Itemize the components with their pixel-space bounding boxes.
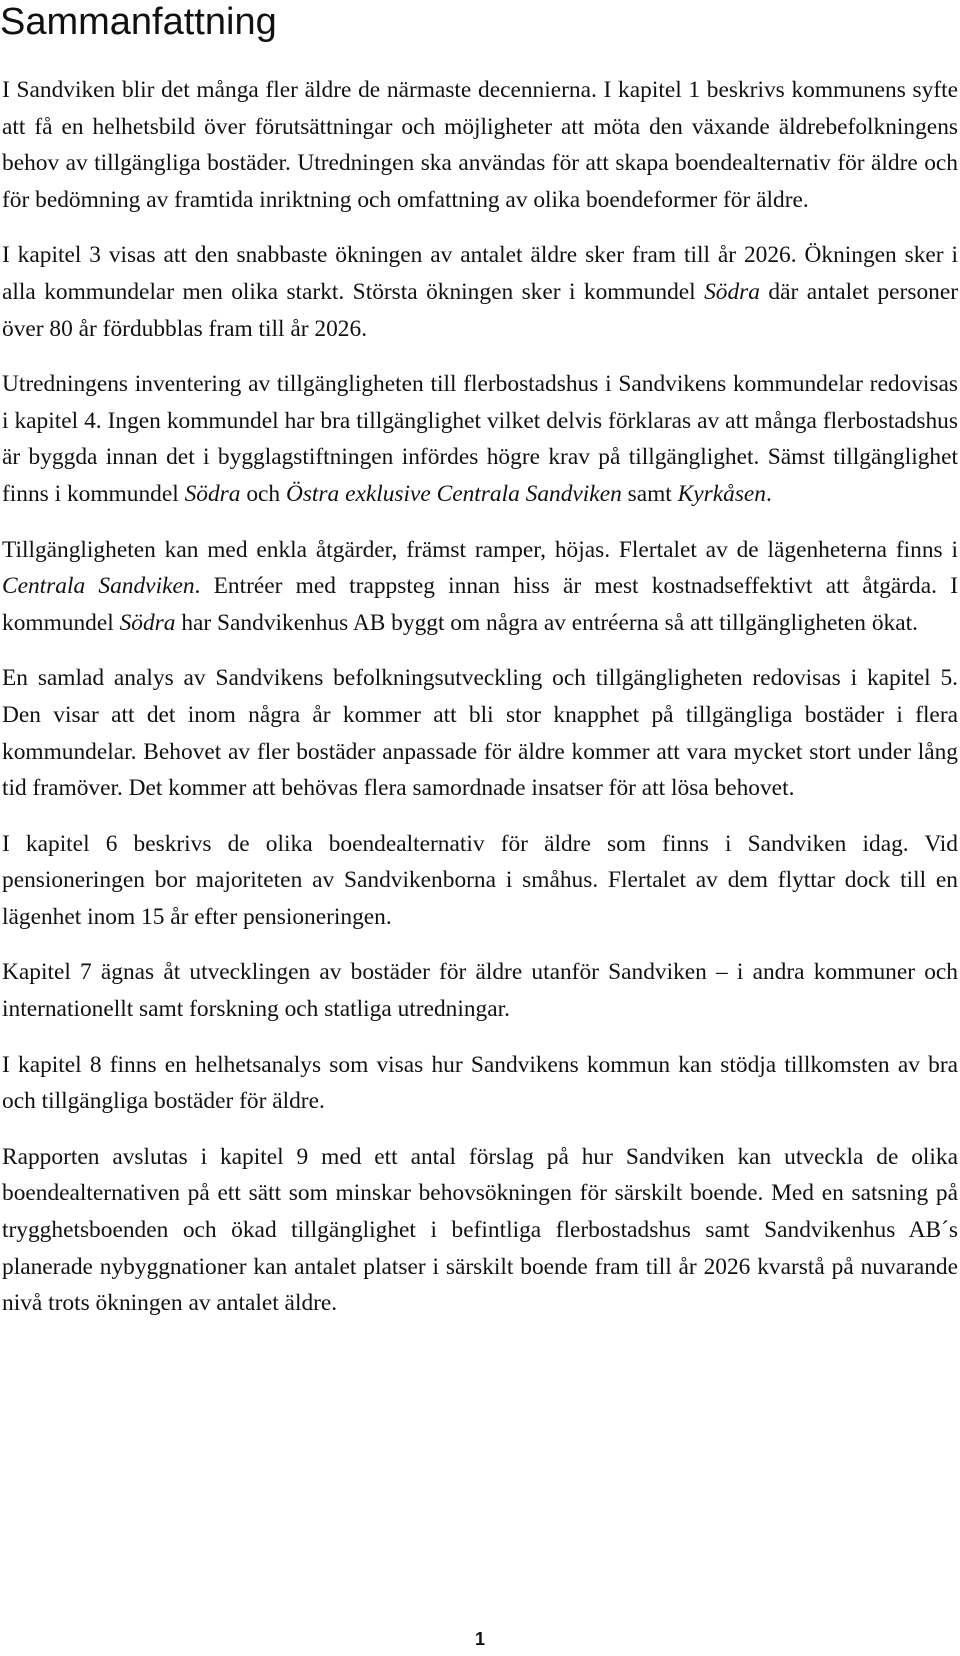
text-run: .	[766, 480, 772, 507]
text-run: I kapitel 3 visas att den snabbaste ökningen av antalet äldre sker fram till år 2026. Ökningen sker i alla kommundelar men olika starkt. Största ökningen sker i kommundel	[2, 242, 958, 305]
paragraph-chapter-3	[2, 237, 958, 347]
text-run: Rapporten avslutas i kapitel 9 med ett antal förslag på hur Sandviken kan utveckla de olika boendealternativen på ett sätt som minskar behovsökningen för särskilt boende. Med en satsning på trygghetsboenden och ökad tillgänglighet i befintliga flerbostadshus samt Sandvikenhus AB´s planerade nybyggnationer kan antalet platser i särskilt boende fram till år 2026 kvarstå på nuvarande nivå trots ökningen av antalet äldre.	[2, 1143, 958, 1317]
text-run: . Entréer med trappsteg innan hiss är mest kostnadseffektivt att åtgärda. I kommundel	[2, 573, 959, 636]
page-title: Sammanfattning	[0, 1, 277, 43]
text-run: I kapitel 6 beskrivs de olika boendealternativ för äldre som finns i Sandviken idag. Vid pensioneringen bor majoriteten av Sandvikenborna i småhus. Flertalet av dem flyttar dock till en lägenhet inom 15 år efter pensioneringen.	[2, 830, 958, 930]
text-run: där antalet personer över 80 år fördubblas fram till år 2026.	[2, 278, 959, 342]
paragraph-chapter-6	[2, 826, 958, 936]
text-run: Tillgängligheten kan med enkla åtgärder, främst ramper, höjas. Flertalet av de lägenheterna finns i	[2, 536, 958, 563]
text-run: Utredningens inventering av tillgängligheten till flerbostadshus i Sandvikens kommundelar redovisas i kapitel 4. Ingen kommundel har bra tillgänglighet vilket delvis förklaras av att många flerbostadshus är byggda innan det i bygglagstiftningen infördes högre krav på tillgänglighet. Sämst tillgänglighet finns i kommundel	[2, 371, 958, 507]
paragraph-chapter-7	[2, 954, 958, 1027]
italic-text-run: Södra	[119, 609, 176, 636]
summary-body	[2, 72, 958, 1341]
text-run: I Sandviken blir det många fler äldre de närmaste decennierna. I kapitel 1 beskrivs kommunens syfte att få en helhetsbild över förutsättningar och möjligheter att möta den växande äldrebefolkningens behov av tillgängliga bostäder. Utredningen ska användas för att skapa boendealternativ för äldre och för bedömning av framtida inriktning och omfattning av olika boendeformer för äldre.	[2, 77, 958, 213]
italic-text-run: Centrala Sandviken	[2, 573, 195, 600]
text-run: I kapitel 8 finns en helhetsanalys som visas hur Sandvikens kommun kan stödja tillkomsten av bra och tillgängliga bostäder för äldre.	[2, 1051, 958, 1115]
paragraph-chapter-8	[2, 1047, 958, 1120]
page-number: 1	[474, 1629, 485, 1649]
paragraph-accessibility-measures	[2, 532, 958, 642]
italic-text-run: Kyrkåsen	[677, 480, 766, 507]
text-run: En samlad analys av Sandvikens befolkningsutveckling och tillgängligheten redovisas i kapitel 5. Den visar att det inom några år kommer att bli stor knapphet på tillgängliga bostäder i flera kommundelar. Behovet av fler bostäder anpassade för äldre kommer att vara mycket stort under lång tid framöver. Det kommer att behövas flera samordnade insatser för att lösa behovet.	[2, 665, 958, 802]
italic-text-run: Södra	[704, 278, 760, 305]
text-run: samt	[621, 480, 678, 507]
paragraph-chapter-4	[2, 366, 958, 512]
paragraph-intro	[2, 72, 958, 218]
italic-text-run: Södra	[184, 480, 241, 507]
paragraph-chapter-9	[2, 1139, 958, 1322]
text-run: Kapitel 7 ägnas åt utvecklingen av bostäder för äldre utanför Sandviken – i andra kommuner och internationellt samt forskning och statliga utredningar.	[2, 959, 958, 1023]
paragraph-chapter-5	[2, 660, 958, 806]
text-run: har Sandvikenhus AB byggt om några av entréerna så att tillgängligheten ökat.	[175, 609, 918, 636]
italic-text-run: Östra exklusive Centrala Sandviken	[285, 480, 622, 507]
text-run: och	[240, 480, 286, 507]
